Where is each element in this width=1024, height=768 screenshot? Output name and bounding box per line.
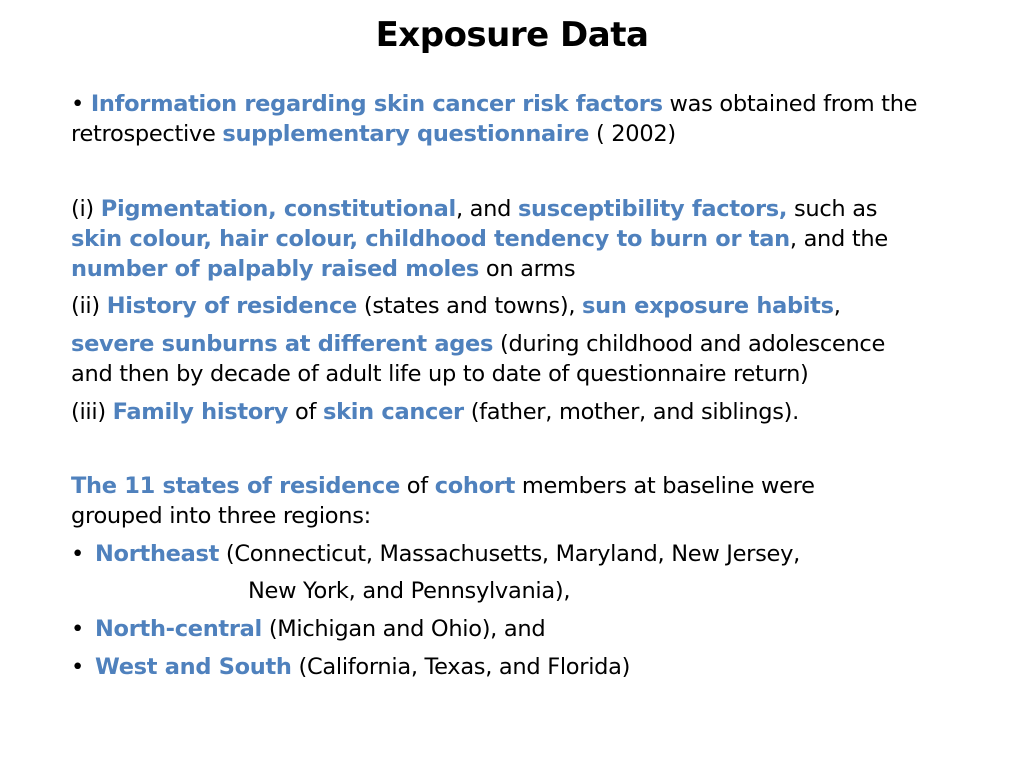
region-desc-west-south: (California, Texas, and Florida) [291,654,631,680]
item-iii-line-1 [71,397,799,427]
item-ii-line-3 [71,359,809,389]
item-iii-text-2: (father, mother, and siblings). [463,399,799,425]
item-i-line-3 [71,254,575,284]
item-i-highlight-susceptibility: susceptibility factors, [517,196,788,222]
region-name-northeast: Northeast [95,541,220,567]
item-iii-prefix: (iii) [71,399,113,425]
regions-highlight-states: The 11 states of residence [71,473,400,499]
region-bullet: • [71,541,84,567]
intro-bullet: • [71,91,84,117]
regions-intro-text-2: members at baseline were [515,473,815,499]
item-i-highlight-moles: number of palpably raised moles [71,256,480,282]
item-i-line-2 [71,224,888,254]
region-desc-northeast: (Connecticut, Massachusetts, Maryland, New Jersey, [219,541,800,567]
item-ii-highlight-sunburns: severe sunburns at different ages [71,331,494,357]
intro-line-1 [71,89,917,119]
region-item-northeast-continued [248,576,570,606]
item-iii-highlight-skin-cancer: skin cancer [322,399,464,425]
item-ii-prefix: (ii) [71,293,107,319]
regions-intro-line-2 [71,501,371,531]
item-i-highlight-pigmentation: Pigmentation, constitutional [100,196,456,222]
item-ii-text-4: and then by decade of adult life up to date of questionnaire return) [71,361,809,387]
slide-title: Exposure Data [375,15,649,55]
intro-highlight-questionnaire: supplementary questionnaire [222,121,590,147]
region-item-northeast [71,539,800,569]
region-item-north-central [71,614,545,644]
item-i-prefix: (i) [71,196,101,222]
region-bullet: • [71,616,84,642]
intro-highlight-risk-factors: Information regarding skin cancer risk factors [90,91,663,117]
region-name-west-south: West and South [95,654,292,680]
region-desc-north-central: (Michigan and Ohio), and [261,616,546,642]
item-ii-text-1: (states and towns), [357,293,583,319]
intro-line-2 [71,119,676,149]
item-i-text-3: , and the [789,226,888,252]
item-ii-line-2 [71,329,885,359]
item-i-text-1: , and [455,196,518,222]
item-iii-highlight-family-history: Family history [112,399,289,425]
region-bullet: • [71,654,84,680]
region-item-west-south [71,652,630,682]
region-desc-northeast-2: New York, and Pennsylvania), [248,578,571,604]
item-ii-highlight-sun-exposure: sun exposure habits [582,293,834,319]
item-ii-text-2: , [833,293,841,319]
item-ii-text-3: (during childhood and adolescence [493,331,886,357]
intro-text-1: was obtained from the [662,91,918,117]
intro-text-3: ( 2002) [589,121,676,147]
item-i-text-4: on arms [479,256,576,282]
regions-intro-line-1 [71,471,815,501]
regions-highlight-cohort: cohort [434,473,516,499]
item-iii-text-1: of [288,399,323,425]
regions-intro-text-3: grouped into three regions: [71,503,371,529]
item-ii-highlight-residence: History of residence [106,293,357,319]
regions-intro-text-1: of [399,473,435,499]
item-i-highlight-skin-colour: skin colour, hair colour, childhood tendency to burn or tan [71,226,790,252]
region-name-north-central: North-central [95,616,262,642]
item-i-line-1 [71,194,877,224]
item-i-text-2: such as [787,196,878,222]
intro-text-2: retrospective [71,121,223,147]
item-ii-line-1 [71,291,841,321]
